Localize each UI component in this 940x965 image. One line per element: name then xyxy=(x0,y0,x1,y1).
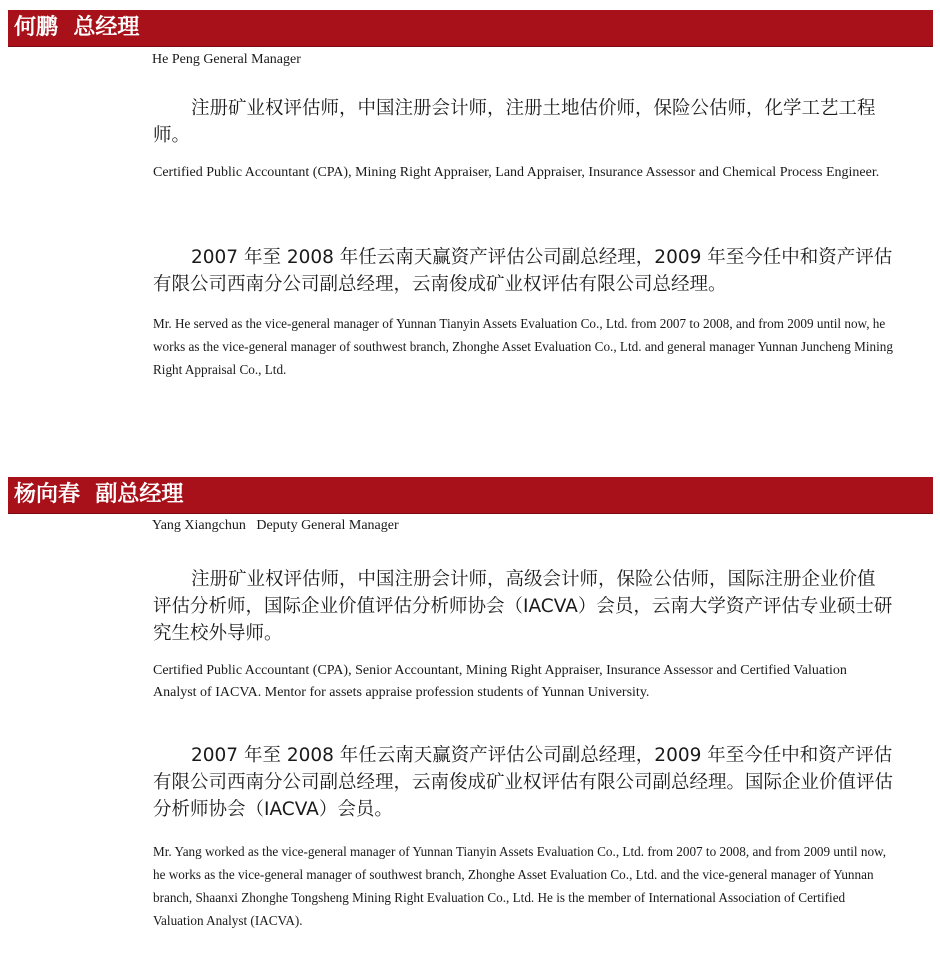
qualifications-en: Certified Public Accountant (CPA), Mining Right Appraiser, Land Appraiser, Insurance Assessor and Chemical Process Engineer. xyxy=(153,165,880,180)
qualifications-cn: 注册矿业权评估师，中国注册会计师，注册土地估价师，保险公估师，化学工艺工程师。 xyxy=(153,98,876,146)
section-banner-yang-xiangchun xyxy=(8,477,933,514)
career-cn: 2007 年至 2008 年任云南天赢资产评估公司副总经理，2009 年至今任中和资产评估有限公司西南分公司副总经理，云南俊成矿业权评估有限公司总经理。 xyxy=(153,247,893,295)
qualifications-en: Certified Public Accountant (CPA), Senior Accountant, Mining Right Appraiser, Insurance Assessor and Certified Valuation Analyst of IACVA. Mentor for assets appraise profession students of Yunnan University. xyxy=(153,663,847,700)
career-en: Mr. He served as the vice-general manager of Yunnan Tianyin Assets Evaluation Co., Ltd. from 2007 to 2008, and from 2009 until now, he works as the vice-general manager of southwest branch, Zhonghe Asset Evaluation Co., Ltd. and general manager Yunnan Juncheng Mining Right Appraisal Co., Ltd. xyxy=(153,316,893,377)
career-en: Mr. Yang worked as the vice-general manager of Yunnan Tianyin Assets Evaluation Co., Ltd. from 2007 to 2008, and from 2009 until now, he works as the vice-general manager of southwest branch, Zhonghe Asset Evaluation Co., Ltd. and the vice-general manager of Yunnan branch, Shaanxi Zhonghe Tongsheng Mining Right Evaluation Co., Ltd. He is the member of International Association of Certified Valuation Analyst (IACVA). xyxy=(153,844,887,928)
banner-title: 杨向春 副总经理 xyxy=(14,482,184,507)
banner-title: 何鹏 总经理 xyxy=(14,15,140,40)
english-name-title: Yang Xiangchun Deputy General Manager xyxy=(152,518,399,533)
section-banner-he-peng xyxy=(8,10,933,47)
english-name-title: He Peng General Manager xyxy=(152,52,301,67)
qualifications-cn: 注册矿业权评估师，中国注册会计师，高级会计师，保险公估师，国际注册企业价值评估分析师，国际企业价值评估分析师协会（IACVA）会员，云南大学资产评估专业硕士研究生校外导师。 xyxy=(153,569,893,644)
career-cn: 2007 年至 2008 年任云南天赢资产评估公司副总经理，2009 年至今任中和资产评估有限公司西南分公司副总经理，云南俊成矿业权评估有限公司副总经理。国际企业价值评估分析师协会（IACVA）会员。 xyxy=(153,745,894,820)
